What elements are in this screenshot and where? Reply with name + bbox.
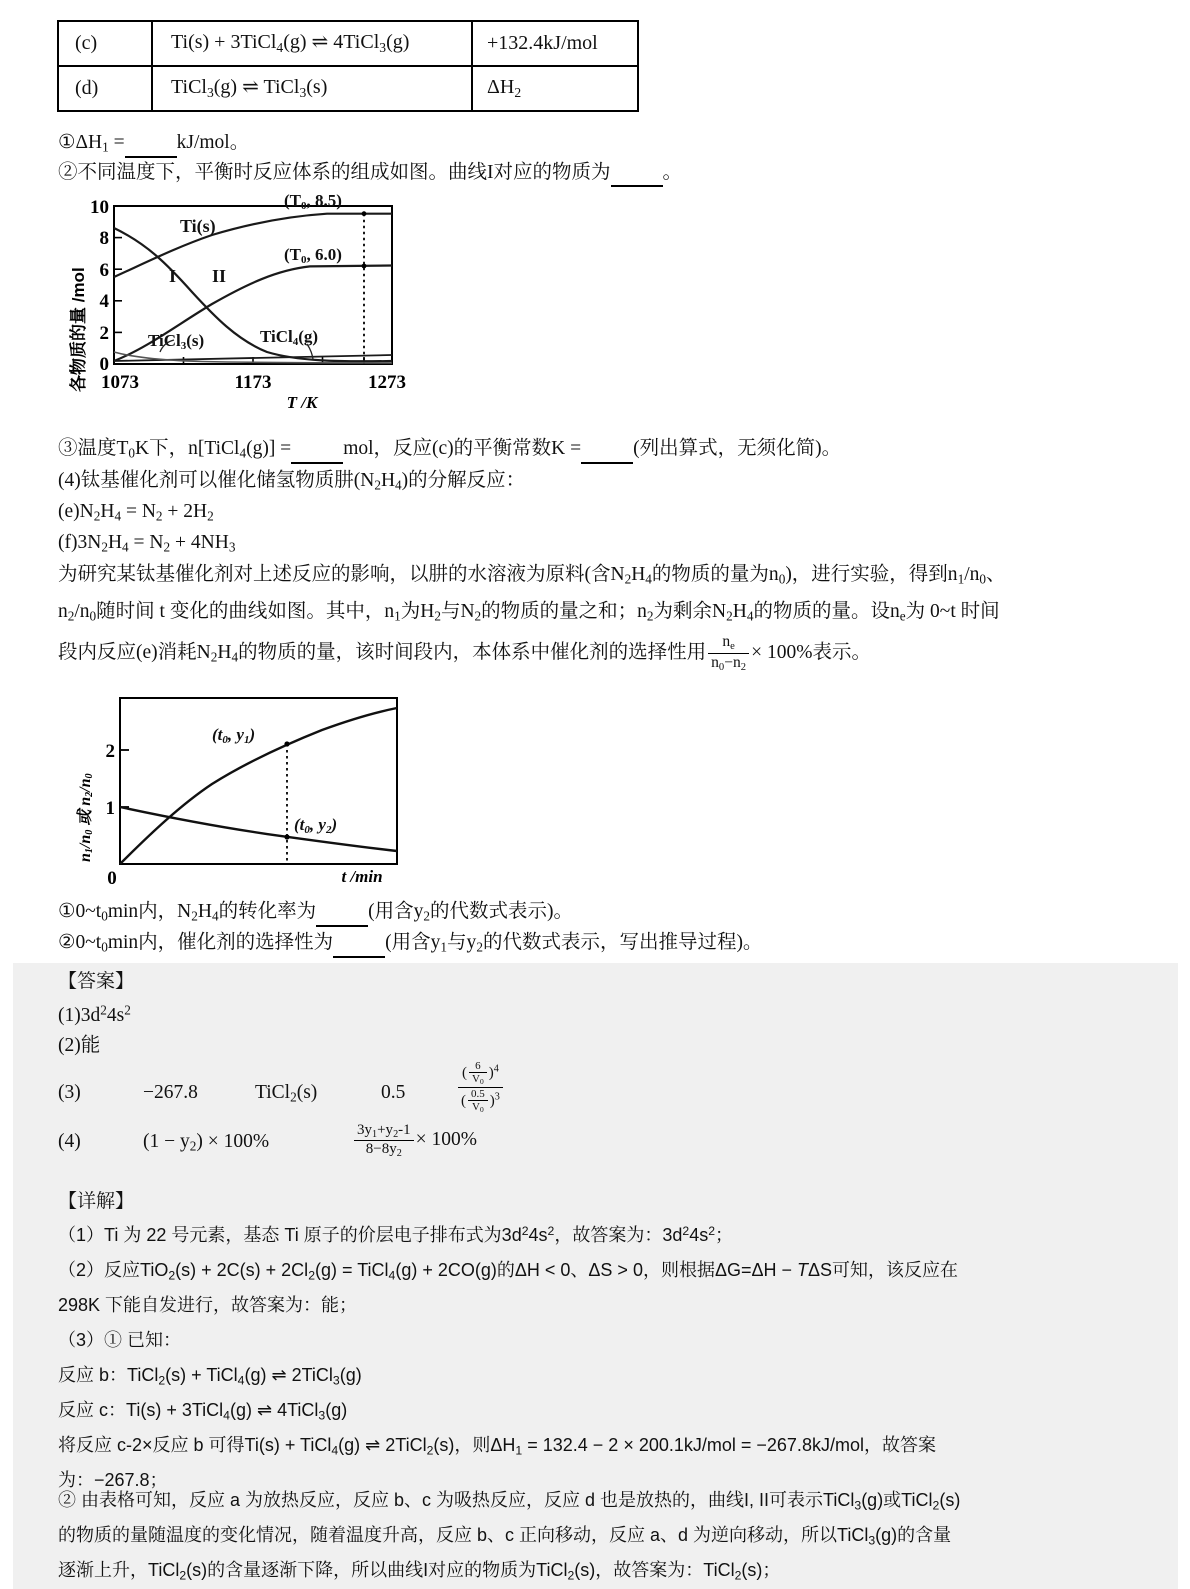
chart-2-point-y2: [284, 834, 289, 839]
question-4-text: (4)钛基催化剂可以催化储氢物质肼$(N_2H_4)$的分解反应：: [58, 470, 526, 493]
chart-1-xlabel: T /K: [286, 393, 318, 412]
answer-blank[interactable]: [291, 442, 343, 464]
question-1: [58, 128, 249, 158]
chart-2-xlabel: t /min: [341, 867, 383, 886]
equation-e: [58, 497, 214, 527]
chart-1-annotation-85: (T0, 8.5): [284, 192, 342, 212]
answer-heading: 【答案】: [58, 971, 135, 992]
explanation-4-line-3: 逐渐上升，TiCl$_2$(s)的含量逐渐下降，所以曲线I对应的物质为TiCl$_2$(s)，故答案为：TiCl$_2$(s)；: [58, 1560, 781, 1583]
explanation-heading: 【详解】: [58, 1191, 135, 1212]
chart-1-label-Ti: Ti(s): [180, 216, 216, 236]
svg-text:2: 2: [105, 741, 115, 762]
explanation-3-line-1: （3）① 已知：: [58, 1330, 182, 1350]
chart-2-ylabel: n1/n0 或 n2/n0: [77, 773, 95, 862]
question-3-part-c: (列出算式，无须化简)。: [633, 438, 842, 459]
fraction-numerator: $n_e$: [708, 633, 749, 654]
answer-3-constant-expression: [456, 1060, 505, 1115]
sub-question-1-suffix: (用含$y_2$的代数式表示)。: [368, 901, 573, 924]
question-2: [58, 158, 682, 187]
chart-1-yticks: [90, 197, 110, 375]
chart-2-origin-label: 0: [107, 868, 117, 887]
svg-text:8: 8: [99, 228, 109, 249]
explanation-3-line-2: 反应 b：TiCl$_2$(s) + TiCl$_4$(g) ⇌ 2TiCl$_3$(g): [58, 1365, 362, 1388]
row-enthalpy: +132.4kJ/mol: [472, 21, 638, 66]
question-2-suffix: 。: [662, 162, 683, 183]
explanation-3-line-3: 反应 c：Ti(s) + 3TiCl$_4$(g) ⇌ 4TiCl$_3$(g): [58, 1400, 348, 1423]
answer-blank[interactable]: [611, 166, 663, 188]
question-1-prefix: $①\Delta H_1$ =: [58, 132, 125, 155]
chart-1-annotation-60: (T0, 6.0): [284, 245, 342, 266]
fraction-denominator: $n_0-n_2$: [711, 653, 747, 673]
svg-text:10: 10: [90, 197, 109, 218]
svg-text:6: 6: [99, 260, 109, 281]
svg-text:0: 0: [99, 354, 109, 375]
svg-text:1273: 1273: [368, 372, 406, 393]
sub-question-1: [58, 897, 573, 927]
svg-text:4: 4: [99, 291, 109, 312]
answer-4-selectivity-expression: [352, 1122, 477, 1160]
k-fraction-denominator: ( $\frac{0.5}{V_0}$ )$^3$: [461, 1087, 500, 1115]
body-line-3-suffix: × 100%表示。: [751, 641, 871, 663]
equation-f: [58, 528, 235, 558]
svg-text:2: 2: [99, 323, 109, 344]
sub-question-1-prefix: $①0\sim t_0\min$内，$N_2H_4$的转化率为: [58, 901, 317, 924]
question-3: [58, 434, 841, 464]
question-1-suffix: kJ/mol。: [176, 132, 250, 153]
chart-2-svg: [72, 692, 412, 887]
answer-4-suffix: × 100%: [415, 1129, 478, 1151]
body-line-2-text: $n_2/n_0$随时间 t 变化的曲线如图。其中，$n_1$为$H_2$与$N_2$的物质的量之和；$n_2$为剩余$N_2H_4$的物质的量。设$n_e$为 0~t 时间: [58, 601, 1000, 624]
fraction-numerator: $3y_1+y_2-1$: [354, 1122, 414, 1141]
answer-4-value-1: $(1 - y_2) \times 100\%$: [143, 1131, 270, 1154]
explanation-2-line-1: （2）反应$TiO_2(s) + 2C(s) + 2Cl_2(g)$ = TiCl$_4$(g) + 2CO(g)的ΔH < 0、ΔS > 0，则根据ΔG=ΔH − TΔS可知，该反应在: [58, 1260, 959, 1283]
answer-3-value-2: TiCl$_2$(s): [255, 1082, 318, 1105]
row-enthalpy: $\Delta H_2$: [472, 66, 638, 111]
k-fraction: [458, 1060, 503, 1115]
selectivity-answer-fraction: [354, 1122, 414, 1160]
explanation-3-line-5: 为：−267.8；: [58, 1470, 168, 1490]
body-line-1: [58, 560, 1006, 590]
answer-3-value-1: −267.8: [143, 1082, 198, 1103]
equilibrium-composition-chart: [62, 192, 407, 422]
answer-blank[interactable]: [316, 905, 368, 927]
explanation-2-line-2: 298K 下能自发进行，故答案为：能；: [58, 1295, 358, 1315]
reaction-table: [57, 20, 639, 112]
row-label: (d): [58, 66, 152, 111]
answer-1-text: $(1)3d^24s^2$: [58, 1002, 131, 1026]
question-3-part-b: mol，反应(c)的平衡常数K =: [343, 438, 582, 459]
equation-e-text: $(e)N_2H_4 = N_2 + 2H_2$: [58, 501, 214, 524]
explanation-3-line-4: 将反应 c-2×反应 b 可得Ti(s) + TiCl$_4$(g) ⇌ 2TiCl$_2$(s)，则$\Delta H_1 = 132.4 - 2 \times 200.1kJ/mol = -267.8kJ/mol$，故答案: [58, 1435, 936, 1458]
chart-2-yticks: [106, 741, 116, 819]
row-equation: Ti(s) + 3TiCl$_4$(g) ⇌ 4TiCl$_3$(g): [152, 21, 472, 66]
table-row: [58, 66, 638, 111]
answer-1: [58, 1000, 131, 1030]
body-line-3-prefix: 段内反应(e)消耗$N_2H_4$的物质的量，该时间段内，本体系中催化剂的选择性用: [58, 641, 707, 665]
chart-1-point-60: [362, 264, 367, 269]
explanation-4-line-1: ② 由表格可知，反应 a 为放热反应，反应 b、c 为吸热反应，反应 d 也是放热的，曲线I, II可表示TiCl$_3$(g)或TiCl$_2$(s): [58, 1490, 961, 1513]
answer-3-label: (3): [58, 1082, 81, 1103]
question-4: [58, 466, 525, 496]
selectivity-fraction: [708, 633, 749, 674]
equation-f-text: $(f)3N_2H_4 = N_2 + 4NH_3$: [58, 532, 236, 555]
chart-2-annotation-y1: (t0, y1): [212, 725, 256, 746]
answer-blank[interactable]: [125, 136, 177, 158]
chart-1-xticks: [101, 372, 406, 393]
row-equation: TiCl$_3$(g) ⇌ TiCl$_3$(s): [152, 66, 472, 111]
row-label: (c): [58, 21, 152, 66]
body-line-3: [58, 633, 871, 674]
sub-question-2-suffix: (用含$y_1$与$y_2$的代数式表示，写出推导过程)。: [385, 932, 763, 955]
body-line-2: [58, 597, 1000, 627]
chart-1-label-I: I: [169, 266, 177, 286]
chart-1-svg: [62, 192, 407, 417]
answer-3-value-3: 0.5: [381, 1082, 406, 1103]
chart-1-label-TiCl4: TiCl4(g): [260, 327, 319, 348]
sub-question-2: [58, 928, 762, 958]
svg-text:1: 1: [105, 798, 115, 819]
chart-1-point-85: [362, 211, 367, 216]
k-fraction-numerator: ( $\frac{6}{V_0}$ )$^4$: [458, 1060, 503, 1088]
answer-2: (2)能: [58, 1035, 101, 1056]
answer-blank[interactable]: [581, 442, 633, 464]
chart-2-annotation-y2: (t0, y2): [294, 815, 338, 836]
question-3-part-a: ③温度$T_0K$下，n[TiCl$_4$(g)] =: [58, 438, 292, 461]
table-row: [58, 21, 638, 66]
body-line-1-text: 为研究某钛基催化剂对上述反应的影响，以肼的水溶液为原料(含$N_2H_4$的物质的量为$n_0$)，进行实验，得到$n_1/n_0$、: [58, 564, 1006, 587]
chart-1-label-II: II: [212, 266, 227, 286]
svg-text:1173: 1173: [234, 372, 272, 393]
chart-2-point-y1: [284, 741, 289, 746]
explanation-1: （1）Ti 为 22 号元素，基态 Ti 原子的价层电子排布式为$3d^24s^2$，故答案为：$3d^24s^2$；: [58, 1224, 734, 1246]
hydrazine-decomposition-chart: [72, 692, 412, 892]
svg-text:1073: 1073: [101, 372, 139, 393]
fraction-denominator: $8-8y_2$: [365, 1141, 402, 1160]
explanation-4-line-2: 的物质的量随温度的变化情况，随着温度升高，反应 b、c 正向移动，反应 a、d 为逆向移动，所以TiCl$_3$(g)的含量: [58, 1525, 952, 1548]
chart-1-ylabel: 各物质的量 /mol: [69, 267, 88, 392]
answer-blank[interactable]: [333, 936, 385, 958]
sub-question-2-prefix: $②0\sim t_0\min$内，催化剂的选择性为: [58, 932, 334, 955]
answer-4-label: (4): [58, 1131, 81, 1152]
chart-1-label-TiCl3: TiCl3(s): [148, 331, 205, 352]
question-2-text: ②不同温度下，平衡时反应体系的组成如图。曲线I对应的物质为: [58, 162, 611, 183]
